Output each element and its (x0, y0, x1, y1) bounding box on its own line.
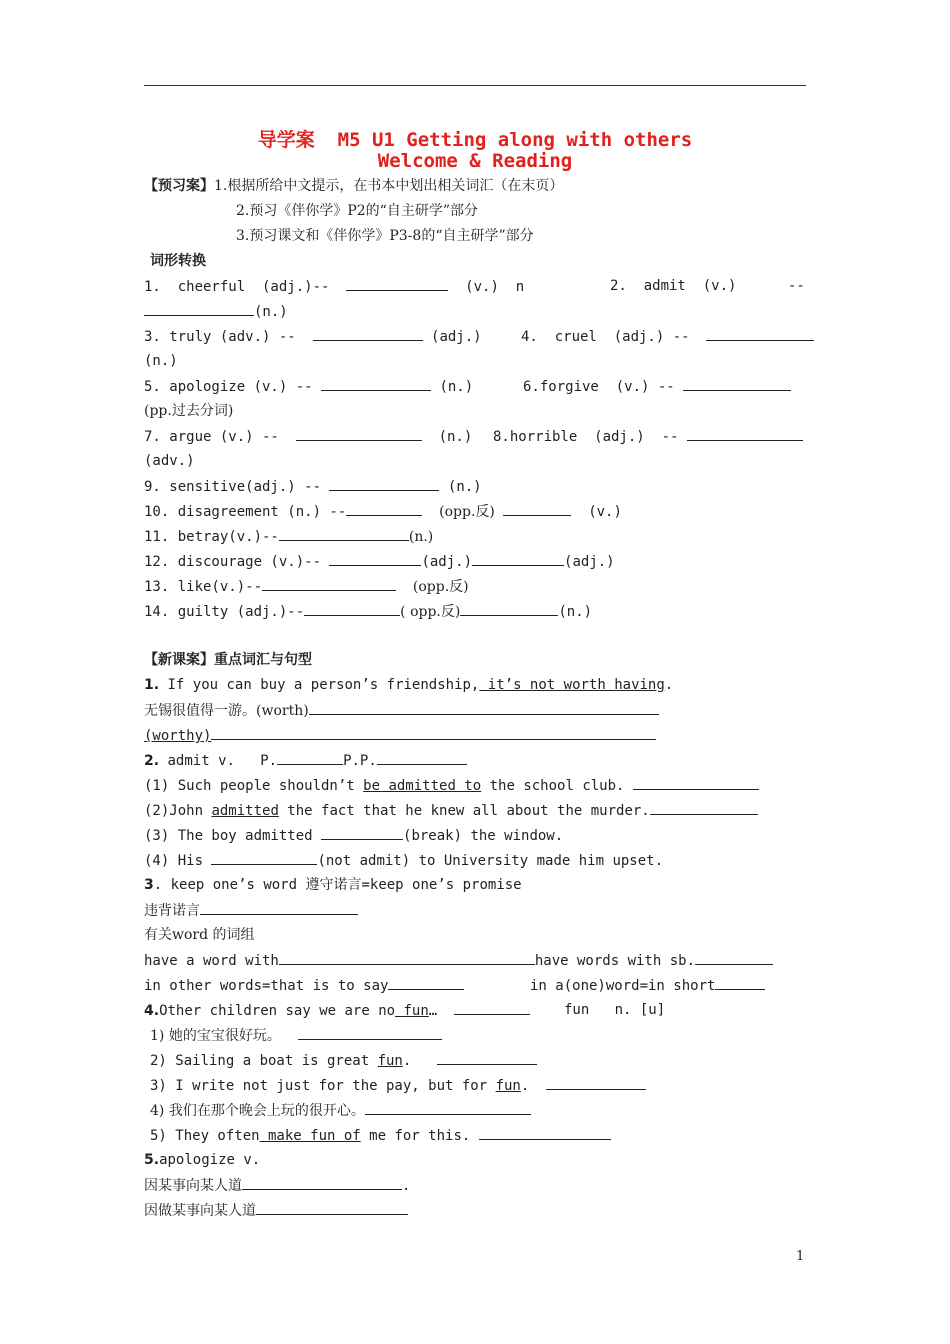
answer-blank[interactable] (211, 850, 317, 865)
answer-blank[interactable] (200, 900, 358, 915)
answer-blank[interactable] (687, 426, 803, 441)
q2-item-1: (1) Such people shouldn’t be admitted to the school club. (144, 775, 759, 796)
page-subtitle: Welcome & Reading (377, 150, 573, 172)
q3-in-other-words: in other words=that is to say (144, 975, 464, 996)
answer-blank[interactable] (388, 975, 464, 990)
answer-blank[interactable] (437, 1050, 537, 1065)
answer-blank[interactable] (377, 750, 467, 765)
preview-item-3: 3.预习课文和《伴你学》P3-8的“自主研学”部分 (236, 228, 534, 244)
answer-blank[interactable] (479, 1125, 611, 1140)
q3-word-phrases: 有关word 的词组 (144, 927, 255, 943)
q5-item-2: 因做某事向某人道 (144, 1200, 408, 1221)
answer-blank[interactable] (683, 376, 791, 391)
answer-blank[interactable] (242, 1175, 402, 1190)
answer-blank[interactable] (296, 426, 422, 441)
word-form-row-3: 3. truly (adv.) -- (adj.) (144, 326, 482, 347)
answer-blank[interactable] (321, 825, 403, 840)
answer-blank[interactable] (279, 526, 409, 541)
q5-item-1: 因某事向某人道 . (144, 1175, 410, 1196)
word-form-row-6: (pp.过去分词) (144, 403, 234, 419)
q3-break-promise: 违背诺言 (144, 900, 358, 921)
word-forms-heading: 词形转换 (150, 253, 206, 269)
answer-blank[interactable] (211, 725, 656, 740)
answer-blank[interactable] (650, 800, 758, 815)
word-form-row-8: (adv.) (144, 453, 195, 469)
answer-blank[interactable] (454, 1000, 530, 1015)
q4-fun-noun: fun n. [u] (564, 1002, 666, 1018)
answer-blank[interactable] (706, 326, 814, 341)
q1-sentence: 1. If you can buy a person’s friendship, it’s not worth having. (144, 677, 674, 693)
answer-blank[interactable] (546, 1075, 646, 1090)
answer-blank[interactable] (365, 1100, 531, 1115)
answer-blank[interactable] (472, 551, 564, 566)
answer-blank[interactable] (633, 775, 759, 790)
answer-blank[interactable] (309, 700, 659, 715)
word-form-row-12: 12. discourage (v.)-- (adj.) (adj.) (144, 551, 615, 572)
q4-item-2: 2) Sailing a boat is great fun. (150, 1050, 537, 1071)
q4-fun: 4.Other children say we are no fun… (144, 1000, 530, 1021)
word-form-row-11: 11. betray(v.)-- (n.) (144, 526, 433, 547)
q1-worthy: (worthy) (144, 725, 656, 746)
word-form-row-7: 7. argue (v.) -- (n.) (144, 426, 472, 447)
answer-blank[interactable] (695, 950, 773, 965)
q2-item-2: (2)John admitted the fact that he knew all about the murder. (144, 800, 758, 821)
answer-blank[interactable] (503, 501, 571, 516)
answer-blank[interactable] (715, 975, 765, 990)
q1-translation: 无锡很值得一游。(worth) (144, 700, 659, 721)
preview-item-2: 2.预习《伴你学》P2的“自主研学”部分 (236, 203, 478, 219)
word-form-row-10: 10. disagreement (n.) -- (opp.反) (v.) (144, 501, 622, 522)
word-form-row-5: 5. apologize (v.) -- (n.) (144, 376, 473, 397)
word-form-row-1: 1. cheerful (adj.)-- (v.) n (144, 276, 524, 297)
q3-keep-word: 3. keep one’s word 遵守诺言=keep one’s promise (144, 877, 522, 893)
new-lesson-heading: 【新课案】重点词汇与句型 (144, 652, 312, 668)
preview-line-1 (144, 176, 563, 196)
answer-blank[interactable] (304, 601, 400, 616)
answer-blank[interactable] (329, 551, 421, 566)
answer-blank[interactable] (262, 576, 396, 591)
q3-in-a-word: in a(one)word=in short (530, 975, 765, 996)
q2-item-3: (3) The boy admitted (break) the window. (144, 825, 563, 846)
word-form-row-1b: 2. admit (v.) (610, 278, 737, 294)
word-form-row-7b: 8.horrible (adj.) -- (493, 426, 803, 447)
preview-item-1: 1.根据所给中文提示，在书本中划出相关词汇（在末页） (214, 178, 564, 194)
answer-blank[interactable] (298, 1025, 442, 1040)
page-title: 导学案 M5 U1 Getting along with others (257, 129, 693, 151)
preview-tag: 【预习案】 (144, 178, 214, 194)
answer-blank[interactable] (313, 326, 423, 341)
word-form-row-9: 9. sensitive(adj.) -- (n.) (144, 476, 482, 497)
answer-blank[interactable] (321, 376, 431, 391)
answer-blank[interactable] (346, 276, 448, 291)
word-form-row-4: (n.) (144, 353, 178, 369)
answer-blank[interactable] (279, 950, 535, 965)
q5-apologize: 5.apologize v. (144, 1152, 261, 1168)
answer-blank[interactable] (277, 750, 343, 765)
answer-blank[interactable] (460, 601, 558, 616)
answer-blank[interactable] (346, 501, 422, 516)
header-rule (144, 85, 806, 86)
word-form-row-5b: 6.forgive (v.) -- (523, 376, 791, 397)
page-number: 1 (796, 1249, 805, 1264)
q4-item-5: 5) They often make fun of me for this. (150, 1125, 611, 1146)
word-form-row-1c: -- (788, 278, 805, 294)
word-form-row-3b: 4. cruel (adj.) -- (521, 326, 814, 347)
word-form-row-14: 14. guilty (adj.)-- ( opp.反) (n.) (144, 601, 592, 622)
word-form-row-2: (n.) (144, 301, 288, 322)
q3-have-a-word: have a word with have words with sb. (144, 950, 773, 971)
q4-item-1: 1) 她的宝宝很好玩。 (150, 1025, 442, 1046)
answer-blank[interactable] (144, 301, 254, 316)
q2-item-4: (4) His (not admit) to University made him upset. (144, 850, 663, 871)
q2-admit: 2. admit v. P. P.P. (144, 750, 467, 771)
word-form-row-13: 13. like(v.)-- (opp.反) (144, 576, 469, 597)
answer-blank[interactable] (329, 476, 439, 491)
q4-item-4: 4) 我们在那个晚会上玩的很开心。 (150, 1100, 531, 1121)
q4-item-3: 3) I write not just for the pay, but for fun. (150, 1075, 646, 1096)
answer-blank[interactable] (256, 1200, 408, 1215)
